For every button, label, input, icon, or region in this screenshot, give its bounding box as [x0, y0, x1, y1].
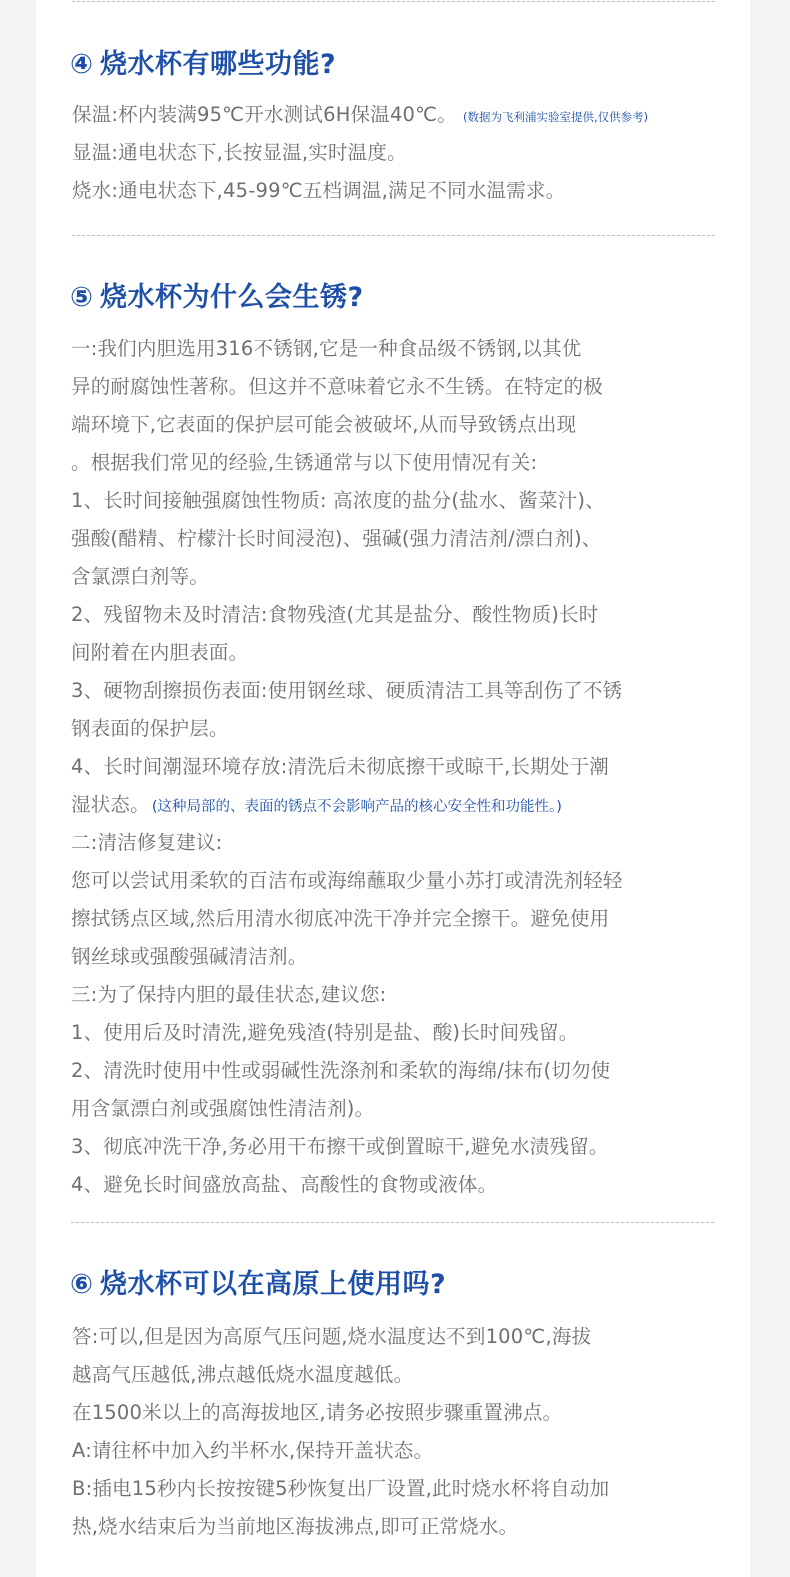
- text-line: 湿状态。 (这种局部的、表面的锈点不会影响产品的核心安全性和功能性。): [71, 793, 562, 816]
- text-line: 在1500米以上的高海拔地区,请务必按照步骤重置沸点。: [72, 1401, 563, 1424]
- section-title-text: 烧水杯可以在高原上使用吗?: [100, 1269, 447, 1300]
- text-line: 钢表面的保护层。: [71, 717, 229, 740]
- section-title-text: 烧水杯为什么会生锈?: [100, 282, 364, 313]
- text-line: 2、残留物未及时清洁:食物残渣(尤其是盐分、酸性物质)长时: [71, 603, 599, 626]
- text-line: 钢丝球或强酸强碱清洁剂。: [71, 945, 308, 968]
- text-line: 3、彻底冲洗干净,务必用干布擦干或倒置晾干,避免水渍残留。: [71, 1135, 609, 1158]
- section-number: ⑤: [70, 282, 94, 313]
- text-line: 1、使用后及时清洗,避免残渣(特别是盐、酸)长时间残留。: [71, 1021, 579, 1044]
- text-line: 越高气压越低,沸点越低烧水温度越低。: [72, 1363, 414, 1386]
- text-line: 4、避免长时间盛放高盐、高酸性的食物或液体。: [71, 1173, 498, 1196]
- section-number: ⑥: [70, 1269, 94, 1300]
- divider: [72, 235, 715, 236]
- source-note: (数据为飞利浦实验室提供,仅供参考): [462, 110, 649, 124]
- text-line: 保温:杯内装满95℃开水测试6H保温40℃。 (数据为飞利浦实验室提供,仅供参考): [72, 103, 649, 126]
- divider: [71, 1222, 714, 1223]
- divider: [72, 1, 715, 2]
- safety-note: (这种局部的、表面的锈点不会影响产品的核心安全性和功能性。): [151, 799, 562, 815]
- text-line: 一:我们内胆选用316不锈钢,它是一种食品级不锈钢,以其优: [71, 337, 582, 360]
- section-title-functions: [70, 43, 336, 87]
- text-line: 擦拭锈点区域,然后用清水彻底冲洗干净并完全擦干。避免使用: [71, 907, 610, 930]
- text-line: 烧水:通电状态下,45-99℃五档调温,满足不同水温需求。: [72, 179, 566, 202]
- section-title-text: 烧水杯有哪些功能?: [100, 49, 337, 80]
- text-line: 异的耐腐蚀性著称。但这并不意味着它永不生锈。在特定的极: [71, 375, 603, 398]
- section-title-plateau: [70, 1263, 446, 1307]
- text-line: 强酸(醋精、柠檬汁长时间浸泡)、强碱(强力清洁剂/漂白剂)、: [71, 527, 602, 550]
- section-number: ④: [70, 49, 94, 80]
- text-line: 答:可以,但是因为高原气压问题,烧水温度达不到100℃,海拔: [72, 1325, 592, 1348]
- text-line: 端环境下,它表面的保护层可能会被破坏,从而导致锈点出现: [71, 413, 577, 436]
- text-line: 二:清洁修复建议:: [71, 831, 223, 854]
- text-line: 3、硬物刮擦损伤表面:使用钢丝球、硬质清洁工具等刮伤了不锈: [71, 679, 623, 702]
- text-line: 含氯漂白剂等。: [71, 565, 209, 588]
- text-line: A:请往杯中加入约半杯水,保持开盖状态。: [72, 1439, 434, 1462]
- text-line: 热,烧水结束后为当前地区海拔沸点,即可正常烧水。: [72, 1515, 519, 1538]
- text-line: 三:为了保持内胆的最佳状态,建议您:: [71, 983, 387, 1006]
- text-line: 用含氯漂白剂或强腐蚀性清洁剂)。: [71, 1097, 375, 1120]
- section-title-rust: [70, 276, 364, 320]
- text-line: 您可以尝试用柔软的百洁布或海绵蘸取少量小苏打或清洗剂轻轻: [71, 869, 623, 892]
- text-line: 1、长时间接触强腐蚀性物质: 高浓度的盐分(盐水、酱菜汁)、: [71, 489, 605, 512]
- text-line: 间附着在内胆表面。: [71, 641, 249, 664]
- text-line: 2、清洗时使用中性或弱碱性洗涤剂和柔软的海绵/抹布(切勿使: [71, 1059, 611, 1082]
- text-line: 4、长时间潮湿环境存放:清洗后未彻底擦干或晾干,长期处于潮: [71, 755, 609, 778]
- text-line: 。根据我们常见的经验,生锈通常与以下使用情况有关:: [71, 451, 538, 474]
- text-line: B:插电15秒内长按按键5秒恢复出厂设置,此时烧水杯将自动加: [72, 1477, 610, 1500]
- text-line: 显温:通电状态下,长按显温,实时温度。: [72, 141, 407, 164]
